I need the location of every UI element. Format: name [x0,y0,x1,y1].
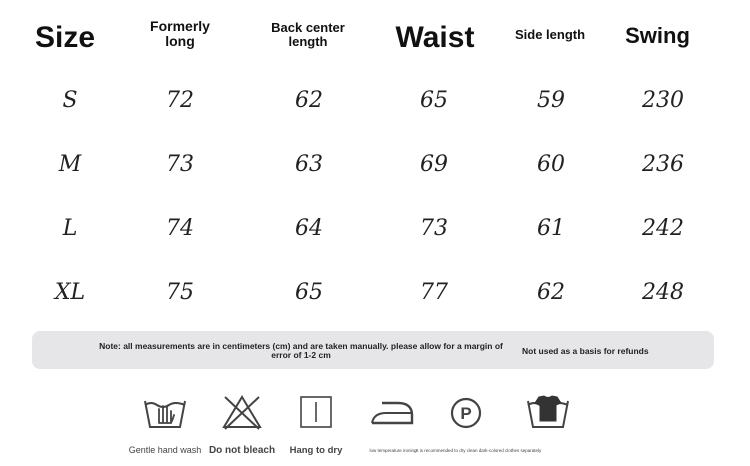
measurement-note [76,342,526,360]
hang-dry-label: Hang to dry [289,445,343,456]
header-size: Size [35,21,96,54]
length-cell: 74 [166,216,194,241]
swing-cell: 236 [642,152,684,177]
waist-cell: 73 [420,216,448,241]
back-length-cell: 65 [295,280,323,305]
swing-cell: 248 [642,280,684,305]
length-cell: 75 [166,280,194,305]
size-cell: M [58,152,82,177]
wash-separately-icon [525,393,571,431]
header-side-length: Side length [514,27,586,42]
header-formerly-long-line2: long [165,32,195,49]
low-iron-label: low temperature ironing [369,448,417,453]
swing-cell: 230 [642,88,684,113]
waist-cell: 65 [420,88,448,113]
measurement-note-line1: Note: all measurements are in centimeters (cm) and are taken manually. please allow for a margin of [99,341,503,351]
hang-dry-icon [298,393,334,431]
hand-wash-icon [142,393,188,431]
back-length-cell: 62 [295,88,323,113]
no-bleach-icon [220,393,264,431]
header-back-center-line2: length [288,33,328,49]
svg-text:P: P [460,404,472,423]
back-length-cell: 63 [295,152,323,177]
back-length-cell: 64 [295,216,323,241]
refund-note: Not used as a basis for refunds [522,346,649,356]
care-wash-separately [493,393,603,463]
header-back-center-line1: Back center [271,20,345,35]
length-cell: 72 [166,88,194,113]
header-formerly-long [130,19,230,48]
dry-clean-icon [446,393,486,431]
waist-cell: 69 [420,152,448,177]
size-cell: S [62,88,78,113]
swing-cell: 242 [642,216,684,241]
dry-clean-label: It is recommended to dry clean dark-colored clothes separately [416,448,542,453]
header-waist: Waist [395,21,475,54]
header-back-center-length [253,21,363,48]
length-cell: 73 [166,152,194,177]
side-length-cell: 59 [537,88,565,113]
size-cell: L [62,216,78,241]
header-formerly-long-line1: Formerly [150,18,210,34]
side-length-cell: 60 [537,152,565,177]
side-length-cell: 61 [537,216,565,241]
hand-wash-label: Gentle hand wash [128,445,202,455]
waist-cell: 77 [420,280,448,305]
no-bleach-label: Do not bleach [208,445,276,456]
size-cell: XL [54,280,86,305]
side-length-cell: 62 [537,280,565,305]
header-swing: Swing [625,23,690,48]
measurement-note-line2: error of 1-2 cm [271,349,331,360]
